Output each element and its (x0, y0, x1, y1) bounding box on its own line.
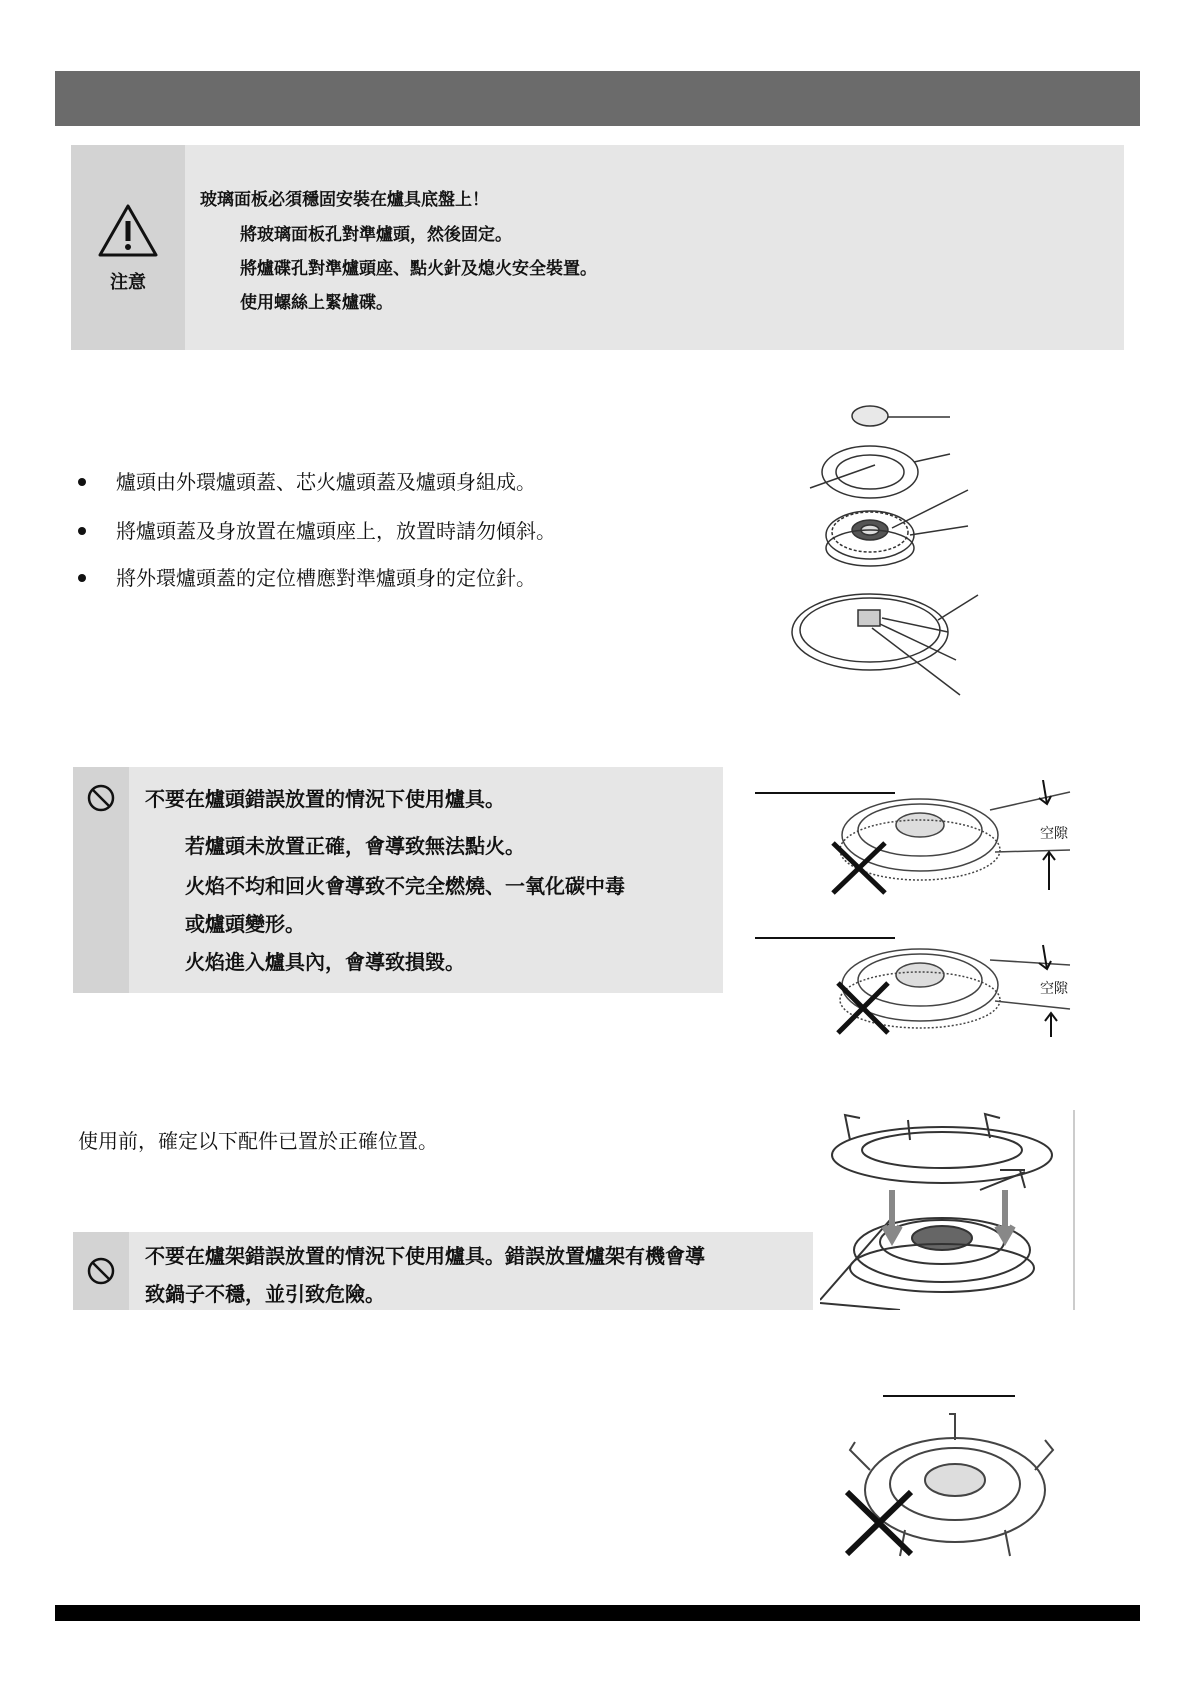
prohibited-icon (86, 1256, 116, 1286)
warning-burner-line-4: 火焰進入爐具內，會導致損毀。 (185, 950, 465, 974)
caption-line (883, 1395, 1015, 1397)
warning-rack-line-2: 致鍋子不穩，並引致危險。 (145, 1282, 385, 1306)
list-item: 爐頭由外環爐頭蓋、芯火爐頭蓋及爐頭身組成。 (78, 466, 536, 495)
warning-rack-line-1: 不要在爐架錯誤放置的情況下使用爐具。錯誤放置爐架有機會導 (145, 1244, 705, 1268)
bullet-icon (78, 478, 86, 486)
caution-box (71, 145, 1124, 350)
caution-label: 注意 (110, 272, 146, 293)
pan-support-diagram (820, 1110, 1080, 1310)
bullet-icon (78, 574, 86, 582)
caution-line-2: 將爐碟孔對準爐頭座、點火針及熄火安全裝置。 (240, 259, 597, 279)
cross-icon (830, 840, 890, 896)
burner-exploded-diagram (780, 400, 990, 700)
gap-label-2: 空隙 (1040, 981, 1068, 997)
header-bar (55, 71, 1140, 126)
caution-line-3: 使用螺絲上緊爐碟。 (240, 293, 393, 313)
list-item: 將爐頭蓋及身放置在爐頭座上，放置時請勿傾斜。 (78, 515, 556, 544)
warning-triangle-icon (97, 203, 159, 259)
gap-label-1: 空隙 (1040, 826, 1068, 842)
caution-title: 玻璃面板必須穩固安裝在爐具底盤上！ (200, 190, 489, 210)
list-item: 將外環爐頭蓋的定位槽應對準爐頭身的定位針。 (78, 562, 536, 591)
caution-line-1: 將玻璃面板孔對準爐頭，然後固定。 (240, 225, 512, 245)
accessories-intro: 使用前，確定以下配件已置於正確位置。 (78, 1129, 438, 1153)
warning-burner-title: 不要在爐頭錯誤放置的情況下使用爐具。 (145, 787, 505, 811)
warning-burner-line-3: 或爐頭變形。 (185, 912, 305, 936)
cross-icon (835, 980, 893, 1036)
warning-burner-line-1: 若爐頭未放置正確，會導致無法點火。 (185, 834, 525, 858)
cross-icon (843, 1488, 915, 1558)
bullet-icon (78, 527, 86, 535)
footer-bar (55, 1605, 1140, 1621)
warning-burner-line-2: 火焰不均和回火會導致不完全燃燒、一氧化碳中毒 (185, 874, 625, 898)
prohibited-icon (86, 783, 116, 813)
